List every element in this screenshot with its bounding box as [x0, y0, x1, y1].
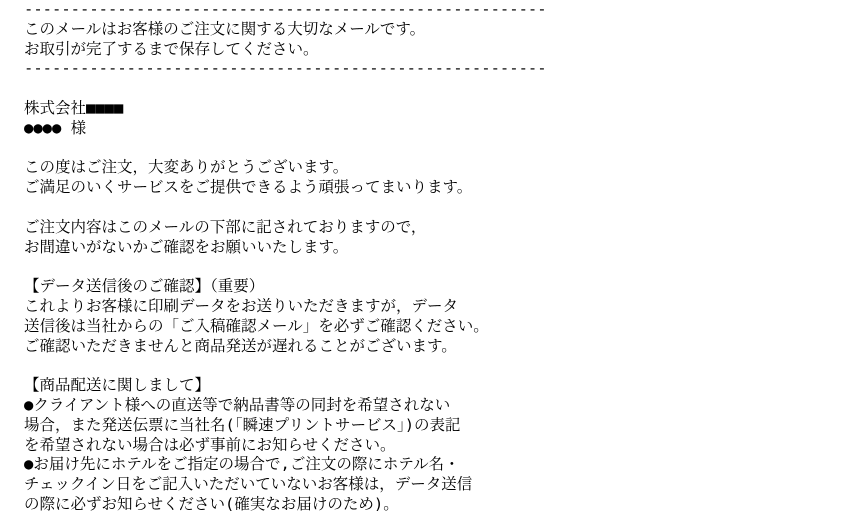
recipient-block — [24, 99, 850, 139]
shipping-bullet1-line-2: 場合，また発送伝票に当社名(「瞬速プリントサービス」)の表記 — [24, 415, 461, 434]
greeting-paragraph — [24, 158, 850, 198]
shipping-bullet1-line-1: ●クライアント様への直送等で納品書等の同封を希望されない — [24, 395, 451, 414]
recipient-name-line: ●●●● 様 — [24, 118, 87, 137]
order-note-line-1: ご注文内容はこのメールの下部に記されておりますので， — [24, 217, 427, 236]
notice-line-1: このメールはお客様のご注文に関する大切なメールです。 — [24, 19, 426, 38]
data-confirmation-heading: 【データ送信後のご確認】（重要） — [24, 277, 265, 296]
data-confirmation-line-2: 送信後は当社からの「ご入稿確認メール」を必ずご確認ください。 — [24, 316, 489, 335]
data-confirmation-line-1: これよりお客様に印刷データをお送りいただきますが，データ — [24, 296, 459, 315]
data-confirmation-line-3: ご確認いただきませんと商品発送が遅れることがございます。 — [24, 336, 457, 355]
separator-line-top: -------------------------------------------------------- — [24, 0, 547, 18]
separator-line-bottom: -------------------------------------------------------- — [24, 59, 547, 78]
important-notice-box — [24, 0, 850, 79]
greeting-line-2: ご満足のいくサービスをご提供できるよう頑張ってまいります。 — [24, 178, 473, 197]
shipping-heading: 【商品配送に関しまして】 — [24, 376, 211, 395]
shipping-bullet2-line-3: の際に必ずお知らせください(確実なお届けのため)。 — [24, 494, 399, 513]
shipping-section — [24, 376, 850, 515]
order-note-paragraph — [24, 218, 850, 258]
recipient-company-line: 株式会社■■■■ — [24, 98, 124, 117]
notice-line-2: お取引が完了するまで保存してください。 — [24, 39, 319, 58]
data-confirmation-section — [24, 277, 850, 356]
shipping-bullet1-line-3: を希望されない場合は必ず事前にお知らせください。 — [24, 435, 396, 454]
order-note-line-2: お間違いがないかご確認をお願いいたします。 — [24, 237, 349, 256]
shipping-bullet2-line-2: チェックイン日をご記入いただいていないお客様は，データ送信 — [24, 475, 473, 494]
shipping-bullet2-line-1: ●お届け先にホテルをご指定の場合で,ご注文の際にホテル名・ — [24, 455, 460, 474]
greeting-line-1: この度はご注文，大変ありがとうございます。 — [24, 158, 349, 177]
